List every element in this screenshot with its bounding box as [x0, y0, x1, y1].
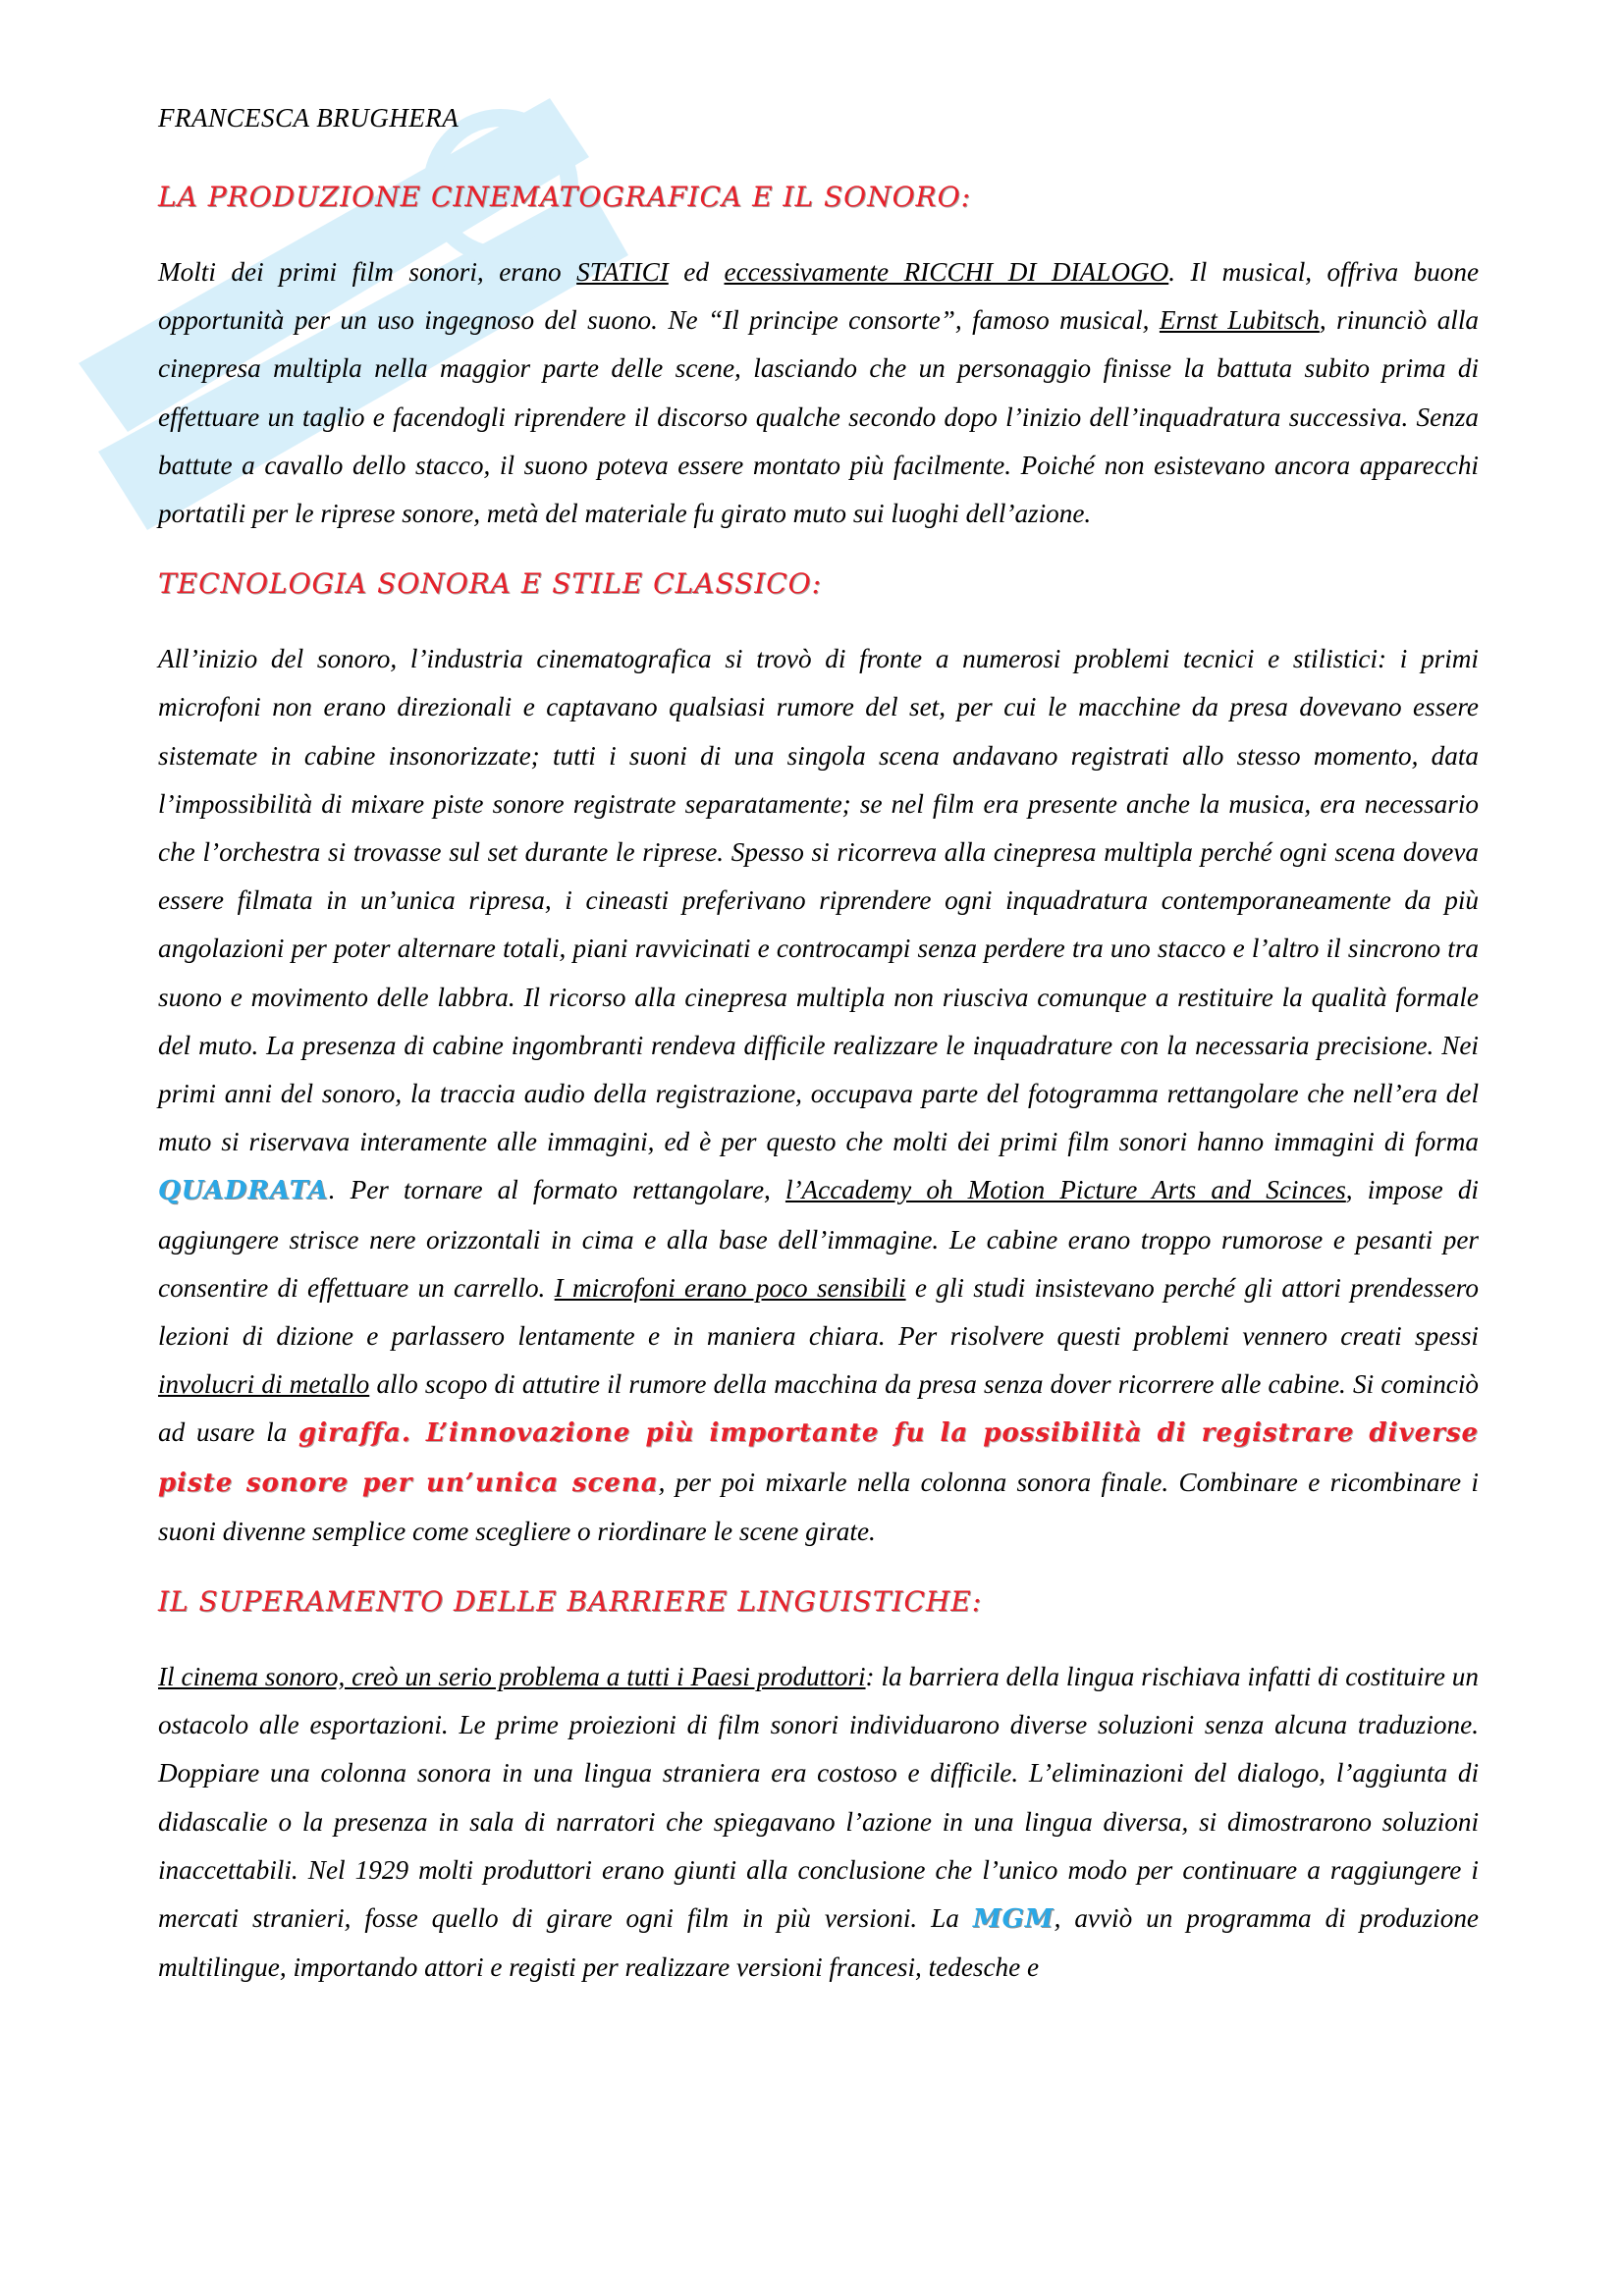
underlined-text: Il cinema sonoro, creò un serio problema a tutti i Paesi produttori	[158, 1662, 866, 1692]
section-heading-barriere: IL SUPERAMENTO DELLE BARRIERE LINGUISTICHE:	[158, 1585, 983, 1619]
underlined-text: Ernst Lubitsch	[1159, 305, 1320, 336]
emphasis-blue: QUADRATA	[158, 1176, 329, 1206]
emphasis-red: giraffa. L’innovazione più importante fu la possibilità di registrare diverse piste sonore per un’unica scena	[158, 1418, 1479, 1498]
underlined-text: I microfoni erano poco sensibili	[554, 1272, 906, 1303]
document-body	[158, 93, 1479, 2022]
section-heading-produzione: LA PRODUZIONE CINEMATOGRAFICA E IL SONORO:	[158, 181, 972, 213]
paragraph-produzione: Molti dei primi film sonori, erano STATICI ed eccessivamente RICCHI DI DIALOGO. Il musical, offriva buone opportunità per un uso ingegnoso del suono. Ne “Il principe consorte”, famoso musical, Ernst Lubitsch, rinunciò alla cinepresa multipla nella maggior parte delle scene, lasciando che un personaggio finisse la battuta subito prima di effettuare un taglio e facendogli riprendere il discorso qualche secondo dopo l’inizio dell’inquadratura successiva. Senza battute a cavallo dello stacco, il suono poteva essere montato più facilmente. Poiché non esistevano ancora apparecchi portatili per le riprese sonore, metà del materiale fu girato muto sui luoghi dell’azione.	[158, 257, 1480, 529]
paragraph-tecnologia: All’inizio del sonoro, l’industria cinematografica si trovò di fronte a numerosi problemi tecnici e stilistici: i primi microfoni non erano direzionali e captavano qualsiasi rumore del set, per cui le macchine da presa dovevano essere sistemate in cabine insonorizzate; tutti i suoni di una singola scena andavano registrati allo stesso momento, data l’impossibilità di mixare piste sonore registrate separatamente; se nel film era presente anche la musica, era necessario che l’orchestra si trovasse sul set durante le riprese. Spesso si ricorreva alla cinepresa multipla perché ogni scena doveva essere filmata in un’unica ripresa, i cineasti preferivano riprendere ogni inquadratura contemporaneamente da più angolazioni per poter alternare totali, piani ravvicinati e controcampi senza perdere tra uno stacco e l’altro il sincrono tra suono e movimento delle labbra. Il ricorso alla cinepresa multipla non riusciva comunque a restituire la qualità formale del muto. La presenza di cabine ingombranti rendeva difficile realizzare le inquadrature con la necessaria precisione. Nei primi anni del sonoro, la traccia audio della registrazione, occupava parte del fotogramma rettangolare che nell’era del muto si riservava interamente alle immagini, ed è per questo che molti dei primi film sonori hanno immagini di forma QUADRATA. Per tornare al formato rettangolare, l’Accademy oh Motion Picture Arts and Scinces, impose di aggiungere strisce nere orizzontali in cima e alla base dell’immagine. Le cabine erano troppo rumorose e pesanti per consentire di effettuare un carrello. I microfoni erano poco sensibili e gli studi insistevano perché gli attori prendessero lezioni di dizione e parlassero lentamente e in maniera chiara. Per risolvere questi problemi vennero creati spessi involucri di metallo allo scopo di attutire il rumore della macchina da presa senza dover ricorrere alle cabine. Si cominciò ad usare la giraffa. L’innovazione più importante fu la possibilità di registrare diverse piste sonore per un’unica scena, per poi mixarle nella colonna sonora finale. Combinare e ricombinare i suoni divenne semplice come scegliere o riordinare le scene girate.	[158, 644, 1480, 1546]
paragraph-barriere: Il cinema sonoro, creò un serio problema a tutti i Paesi produttori: la barriera della lingua rischiava infatti di costituire un ostacolo alle esportazioni. Le prime proiezioni di film sonori individuarono diverse soluzioni senza alcuna traduzione. Doppiare una colonna sonora in una lingua straniera era costoso e difficile. L’eliminazioni del dialogo, l’aggiunta di didascalie o la presenza in sala di narratori che spiegavano l’azione in una lingua diversa, si dimostrarono soluzioni inaccettabili. Nel 1929 molti produttori erano giunti alla conclusione che l’unico modo per continuare a raggiungere i mercati stranieri, fosse quello di girare ogni film in più versioni. La MGM, avviò un programma di produzione multilingue, importando attori e registi per realizzare versioni francesi, tedesche e	[158, 1662, 1479, 1983]
section-heading-tecnologia: TECNOLOGIA SONORA E STILE CLASSICO:	[158, 567, 823, 601]
underlined-text: STATICI	[576, 257, 669, 287]
emphasis-blue: MGM	[972, 1904, 1055, 1935]
underlined-text: involucri di metallo	[158, 1369, 370, 1400]
underlined-text: eccessivamente RICCHI DI DIALOGO	[724, 257, 1169, 287]
underlined-text: l’Accademy oh Motion Picture Arts and Scinces	[784, 1175, 1346, 1205]
author-name: FRANCESCA BRUGHERA	[158, 103, 460, 133]
